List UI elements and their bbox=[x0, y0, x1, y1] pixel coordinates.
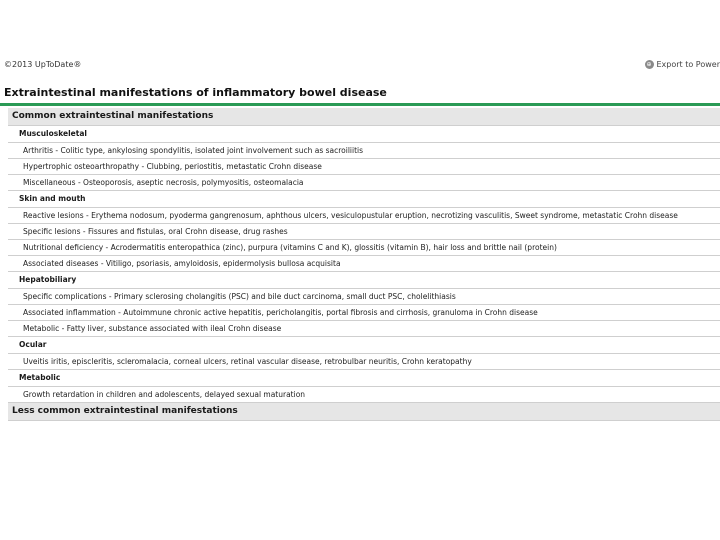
export-label: Export to Power bbox=[656, 60, 720, 69]
table-row: Associated inflammation - Autoimmune chronic active hepatitis, pericholangitis, portal fibrosis and cirrhosis, granuloma in Crohn disease bbox=[8, 305, 720, 321]
section-header: Less common extraintestinal manifestations bbox=[8, 403, 720, 421]
table-row: Reactive lesions - Erythema nodosum, pyoderma gangrenosum, aphthous ulcers, vesiculopustular eruption, necrotizing vasculitis, Sweet syndrome, metastatic Crohn disease bbox=[8, 208, 720, 224]
section-header: Common extraintestinal manifestations bbox=[8, 108, 720, 126]
category-header: Hepatobiliary bbox=[8, 272, 720, 289]
export-button[interactable] bbox=[645, 60, 720, 69]
category-header: Ocular bbox=[8, 337, 720, 354]
export-icon: ⊕ bbox=[646, 61, 652, 68]
title-divider bbox=[0, 103, 720, 106]
manifestations-table bbox=[8, 108, 720, 421]
table-row: Growth retardation in children and adolescents, delayed sexual maturation bbox=[8, 387, 720, 403]
category-header: Skin and mouth bbox=[8, 191, 720, 208]
table-row: Associated diseases - Vitiligo, psoriasis, amyloidosis, epidermolysis bullosa acquisita bbox=[8, 256, 720, 272]
copyright-notice: ©2013 UpToDate® bbox=[4, 60, 82, 69]
table-row: Specific lesions - Fissures and fistulas, oral Crohn disease, drug rashes bbox=[8, 224, 720, 240]
category-header: Musculoskeletal bbox=[8, 126, 720, 143]
table-row: Hypertrophic osteoarthropathy - Clubbing, periostitis, metastatic Crohn disease bbox=[8, 159, 720, 175]
category-header: Metabolic bbox=[8, 370, 720, 387]
table-row: Arthritis - Colitic type, ankylosing spondylitis, isolated joint involvement such as sacroiliitis bbox=[8, 143, 720, 159]
table-row: Metabolic - Fatty liver, substance associated with ileal Crohn disease bbox=[8, 321, 720, 337]
page-title: Extraintestinal manifestations of inflammatory bowel disease bbox=[4, 86, 387, 99]
top-bar bbox=[4, 60, 720, 76]
table-row: Uveitis iritis, episcleritis, scleromalacia, corneal ulcers, retinal vascular disease, retrobulbar neuritis, Crohn keratopathy bbox=[8, 354, 720, 370]
table-row: Nutritional deficiency - Acrodermatitis enteropathica (zinc), purpura (vitamins C and K), glossitis (vitamin B), hair loss and brittle nail (protein) bbox=[8, 240, 720, 256]
table-row: Specific complications - Primary sclerosing cholangitis (PSC) and bile duct carcinoma, small duct PSC, cholelithiasis bbox=[8, 289, 720, 305]
table-row: Miscellaneous - Osteoporosis, aseptic necrosis, polymyositis, osteomalacia bbox=[8, 175, 720, 191]
